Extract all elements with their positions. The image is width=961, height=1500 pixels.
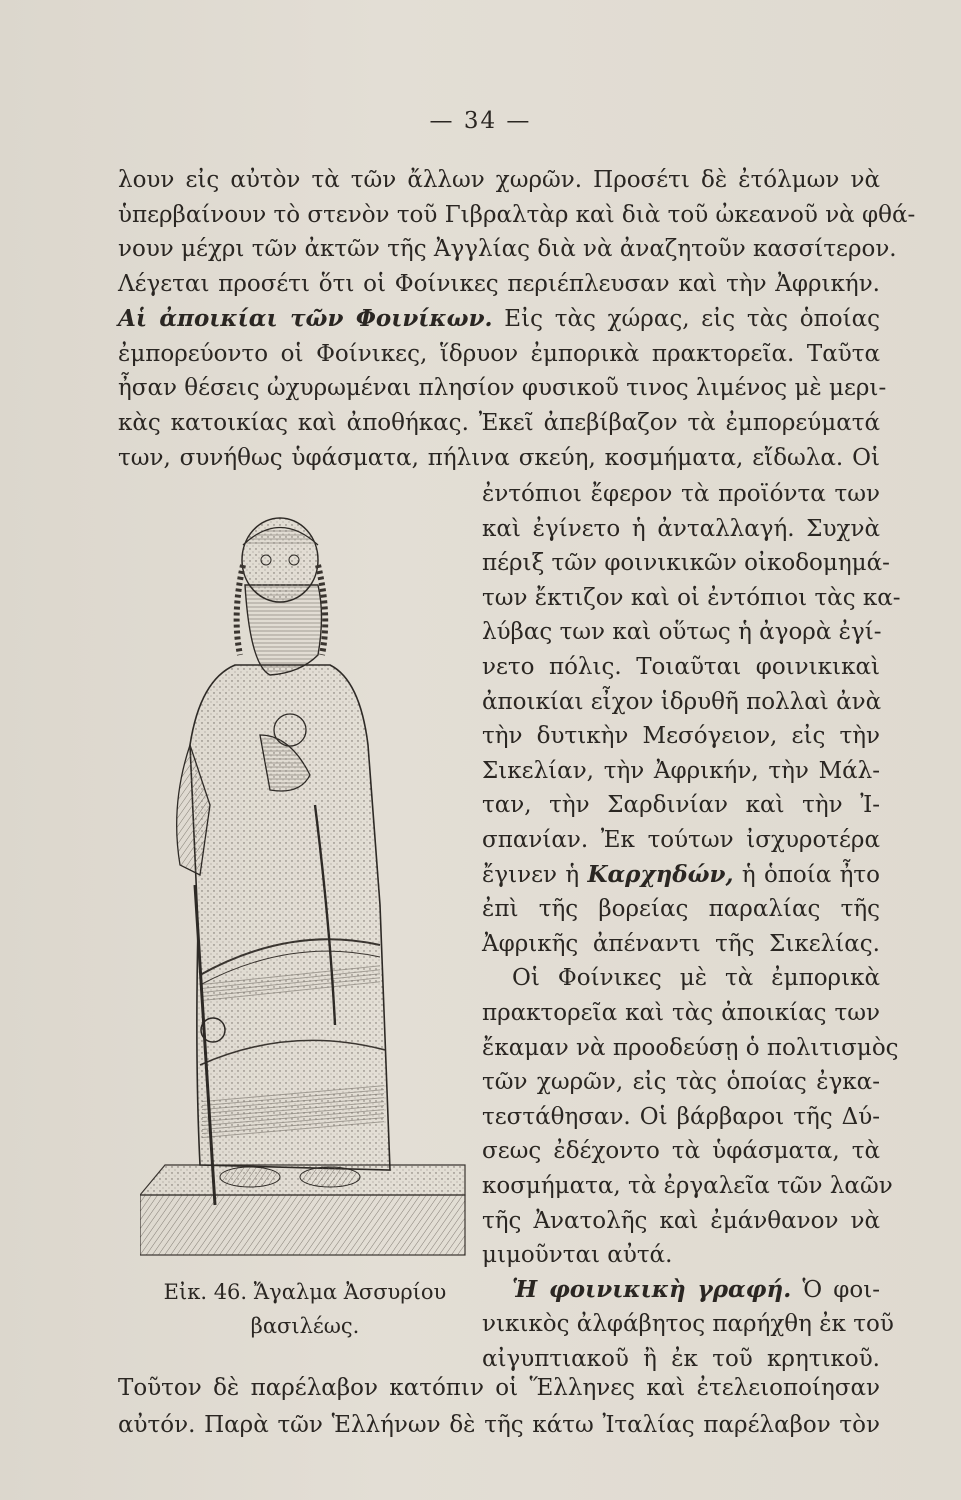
text-segment: τεστάθησαν. Οἱ βάρβαροι τῆς Δύ- (482, 1103, 880, 1130)
text-line (118, 1405, 880, 1445)
text-segment: λουν εἰς αὐτὸν τὰ τῶν ἄλλων χωρῶν. Προσέτι δὲ ἐτόλμων νὰ (118, 167, 880, 193)
text-segment: αἰγυπτιακοῦ ἢ ἐκ τοῦ κρητικοῦ. (482, 1346, 880, 1372)
text-segment: νετο πόλις. Τοιαῦται φοινικικαὶ (482, 654, 880, 680)
text-segment: ταν, τὴν Σαρδινίαν καὶ τὴν Ἰ- (482, 792, 880, 819)
text-segment: πέριξ τῶν φοινικικῶν οἰκοδομημά- (482, 550, 890, 577)
text-segment: Οἱ Φοίνικες μὲ τὰ ἐμπορικὰ (512, 965, 880, 992)
text-segment: ἐντόπιοι ἔφερον τὰ προϊόντα των (482, 481, 880, 507)
text-line (118, 438, 880, 478)
figure-caption-line2: βασιλέως. (250, 1314, 360, 1338)
text-segment: αὐτόν. Παρὰ τῶν Ἑλλήνων δὲ τῆς κάτω Ἰταλίας παρέλαβον τὸν (118, 1412, 880, 1438)
text-segment: νουν μέχρι τῶν ἀκτῶν τῆς Ἀγγλίας διὰ νὰ ἀναζητοῦν κασσίτερον. (118, 236, 897, 263)
text-segment: Ἀφρικῆς ἀπέναντι τῆς Σικελίας. (482, 930, 880, 957)
text-segment: τῆς Ἀνατολῆς καὶ ἐμάνθανον νὰ (482, 1207, 880, 1234)
text-segment: ἐπὶ τῆς βορείας παραλίας τῆς (482, 896, 880, 923)
text-segment: ἀποικίαι εἶχον ἱδρυθῆ πολλαὶ ἀνὰ (482, 688, 882, 715)
text-segment: των ἔκτιζον καὶ οἱ ἐντόπιοι τὰς κα- (482, 584, 901, 611)
text-segment: κοσμήματα, τὰ ἐργαλεῖα τῶν λαῶν (482, 1173, 893, 1199)
text-segment: πρακτορεῖα καὶ τὰς ἀποικίας των (482, 1000, 880, 1026)
text-segment: Τοῦτον δὲ παρέλαβον κατόπιν οἱ Ἕλληνες καὶ ἐτελειοποίησαν (118, 1375, 880, 1401)
text-segment: ἐμπορεύοντο οἱ Φοίνικες, ἵδρυον ἐμπορικὰ πρακτορεῖα. Ταῦτα (118, 340, 880, 367)
text-segment: λύβας των καὶ οὕτως ἡ ἀγορὰ ἐγί- (482, 619, 882, 646)
text-segment: ἔγινεν ἡ (482, 861, 588, 888)
text-segment: Εἰς τὰς χώρας, εἰς τὰς ὁποίας (492, 305, 880, 332)
text-segment: ἔκαμαν νὰ προοδεύσῃ ὁ πολιτισμὸς (482, 1034, 899, 1061)
text-segment: ὑπερβαίνουν τὸ στενὸν τοῦ Γιβραλτὰρ καὶ διὰ τοῦ ὠκεανοῦ νὰ φθά- (118, 201, 916, 228)
section-heading: Καρχηδών, (587, 860, 734, 888)
text-segment: Σικελίαν, τὴν Ἀφρικήν, τὴν Μάλ- (482, 757, 880, 784)
text-segment: κὰς κατοικίας καὶ ἀποθήκας. Ἐκεῖ ἀπεβίβαζον τὰ ἐμπορεύματά (118, 409, 880, 436)
section-heading: Αἱ ἀποικίαι τῶν Φοινίκων. (118, 304, 493, 332)
figure-caption-line1: Εἰκ. 46. Ἄγαλμα Ἀσσυρίου (163, 1280, 447, 1304)
text-segment: των, συνήθως ὑφάσματα, πήλινα σκεύη, κοσμήματα, εἴδωλα. Οἱ (118, 444, 880, 471)
assyrian-king-statue-illustration (140, 505, 470, 1275)
text-segment: τὴν δυτικὴν Μεσόγειον, εἰς τὴν (482, 723, 880, 750)
section-heading: Ἡ φοινικικὴ γραφή. (512, 1275, 792, 1303)
text-segment: Λέγεται προσέτι ὅτι οἱ Φοίνικες περιέπλευσαν καὶ τὴν Ἀφρικήν. (118, 271, 880, 298)
text-segment: μιμοῦνται αὐτά. (482, 1242, 673, 1269)
text-segment: ἡ ὁποία ἦτο (733, 861, 880, 888)
text-segment: ἦσαν θέσεις ὠχυρωμέναι πλησίον φυσικοῦ τινος λιμένος μὲ μερι- (118, 375, 887, 402)
text-segment: Ὁ φοι- (791, 1276, 880, 1303)
text-segment: καὶ ἐγίνετο ἡ ἀνταλλαγή. Συχνὰ (482, 515, 880, 542)
text-segment: τῶν χωρῶν, εἰς τὰς ὁποίας ἐγκα- (482, 1069, 880, 1096)
text-line (118, 1368, 880, 1408)
page-number: — 34 — (429, 108, 532, 134)
text-segment: σεως ἐδέχοντο τὰ ὑφάσματα, τὰ (482, 1138, 880, 1165)
text-segment: σπανίαν. Ἐκ τούτων ἰσχυροτέρα (482, 827, 880, 853)
text-segment: νικικὸς ἀλφάβητος παρήχθη ἐκ τοῦ (482, 1311, 894, 1338)
